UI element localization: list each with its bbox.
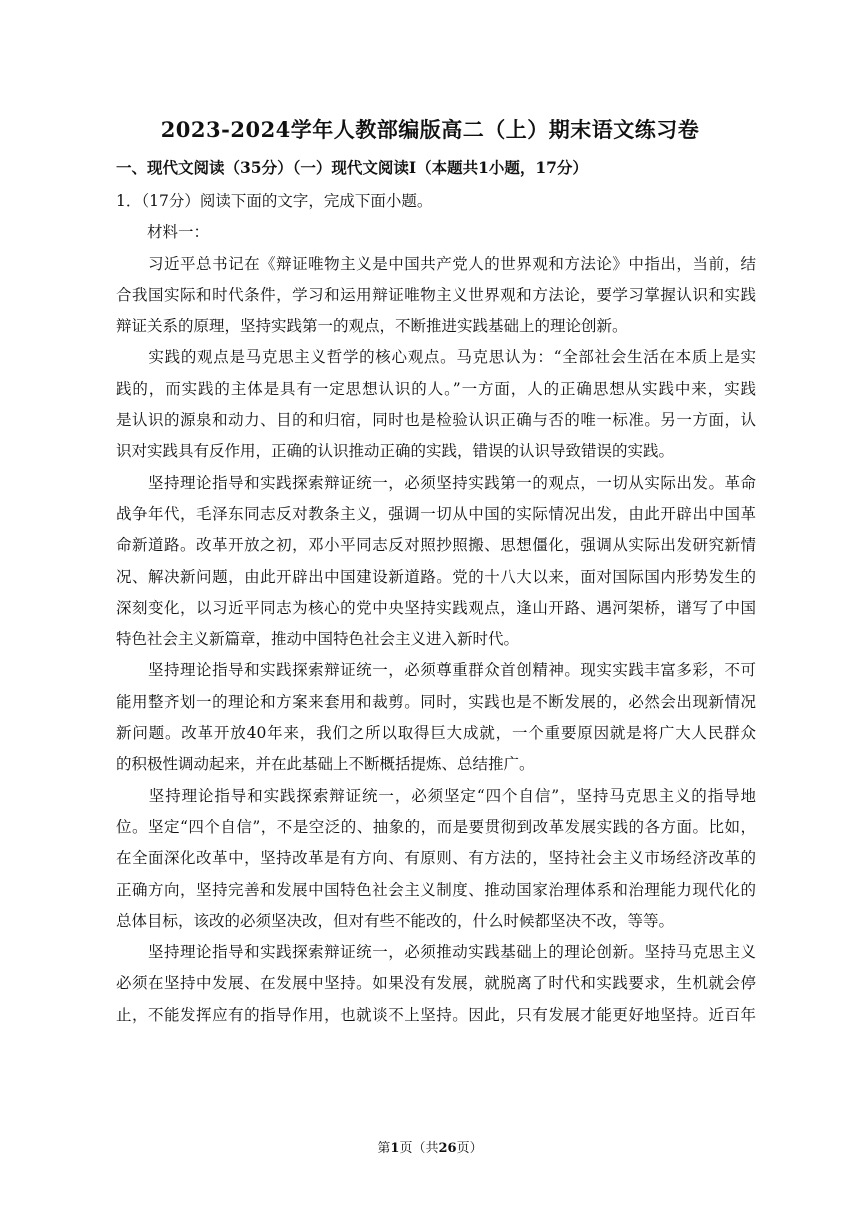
passage-line: 新问题。改革开放40年来，我们之所以取得巨大成就，一个重要原因就是将广大人民群众: [116, 724, 756, 743]
passage-line: 践的，而实践的主体是具有一定思想认识的人。”一方面，人的正确思想从实践中来，实践: [116, 379, 756, 398]
passage-line: 命新道路。改革开放之初，邓小平同志反对照抄照搬、思想僵化，强调从实际出发研究新情: [116, 536, 756, 555]
page-number: 1: [390, 1141, 400, 1156]
section-heading: 一、现代文阅读（35分）（一）现代文阅读Ⅰ（本题共1小题，17分）: [116, 158, 588, 177]
passage-line: 能用整齐划一的理论和方案来套用和裁剪。同时，实践也是不断发展的，必然会出现新情况: [116, 692, 756, 711]
passage-line: 是认识的源泉和动力、目的和归宿，同时也是检验认识正确与否的唯一标准。另一方面，认: [116, 411, 756, 430]
passage-line: 辩证关系的原理，坚持实践第一的观点，不断推进实践基础上的理论创新。: [116, 317, 628, 336]
passage-line: 坚持理论指导和实践探索辩证统一，必须推动实践基础上的理论创新。坚持马克思主义: [116, 943, 756, 962]
question-prompt: 1．（17分）阅读下面的文字，完成下面小题。: [116, 192, 433, 210]
passage-line: 习近平总书记在《辩证唯物主义是中国共产党人的世界观和方法论》中指出，当前，结: [116, 254, 756, 273]
passage-line: 深刻变化，以习近平同志为核心的党中央坚持实践观点，逢山开路、遇河架桥，谱写了中国: [116, 598, 756, 617]
exam-title: 2023-2024学年人教部编版高二（上）期末语文练习卷: [160, 117, 700, 142]
passage-line: 况、解决新问题，由此开辟出中国建设新道路。党的十八大以来，面对国际国内形势发生的: [116, 567, 756, 586]
passage-line: 实践的观点是马克思主义哲学的核心观点。马克思认为：“全部社会生活在本质上是实: [116, 348, 756, 367]
passage-line: 战争年代，毛泽东同志反对教条主义，强调一切从中国的实际情况出发，由此开辟出中国革: [116, 504, 756, 523]
reading-passage: [116, 186, 756, 1031]
passage-line: 坚持理论指导和实践探索辩证统一，必须坚定“四个自信”，坚持马克思主义的指导地: [116, 786, 756, 805]
passage-line: 位。坚定“四个自信”，不是空泛的、抽象的，而是要贯彻到改革发展实践的各方面。比如，: [116, 817, 756, 836]
footer-prefix: 第: [377, 1141, 391, 1156]
passage-line: 正确方向，坚持完善和发展中国特色社会主义制度、推动国家治理体系和治理能力现代化的: [116, 880, 756, 899]
passage-line: 的积极性调动起来，并在此基础上不断概括提炼、总结推广。: [116, 755, 535, 774]
passage-line: 必须在坚持中发展、在发展中坚持。如果没有发展，就脱离了时代和实践要求，生机就会停: [116, 974, 756, 993]
page-total: 26: [438, 1141, 457, 1156]
passage-line: 总体目标，该改的必须坚决改，但对有些不能改的，什么时候都坚决不改，等等。: [116, 911, 675, 930]
passage-line: 合我国实际和时代条件，学习和运用辩证唯物主义世界观和方法论，要学习掌握认识和实践: [116, 285, 756, 304]
passage-line: 识对实践具有反作用，正确的认识推动正确的实践，错误的认识导致错误的实践。: [116, 442, 675, 461]
passage-line: 坚持理论指导和实践探索辩证统一，必须坚持实践第一的观点，一切从实际出发。革命: [116, 473, 756, 492]
passage-line: 在全面深化改革中，坚持改革是有方向、有原则、有方法的，坚持社会主义市场经济改革的: [116, 849, 756, 868]
passage-line: 特色社会主义新篇章，推动中国特色社会主义进入新时代。: [116, 630, 520, 649]
material-label: 材料一：: [116, 223, 210, 242]
passage-line: 止，不能发挥应有的指导作用，也就谈不上坚持。因此，只有发展才能更好地坚持。近百年: [116, 1005, 756, 1024]
passage-line: 坚持理论指导和实践探索辩证统一，必须尊重群众首创精神。现实实践丰富多彩，不可: [116, 661, 756, 680]
page-footer: [0, 1137, 860, 1156]
footer-middle: 页（共: [399, 1141, 439, 1156]
footer-suffix: 页）: [456, 1141, 483, 1156]
